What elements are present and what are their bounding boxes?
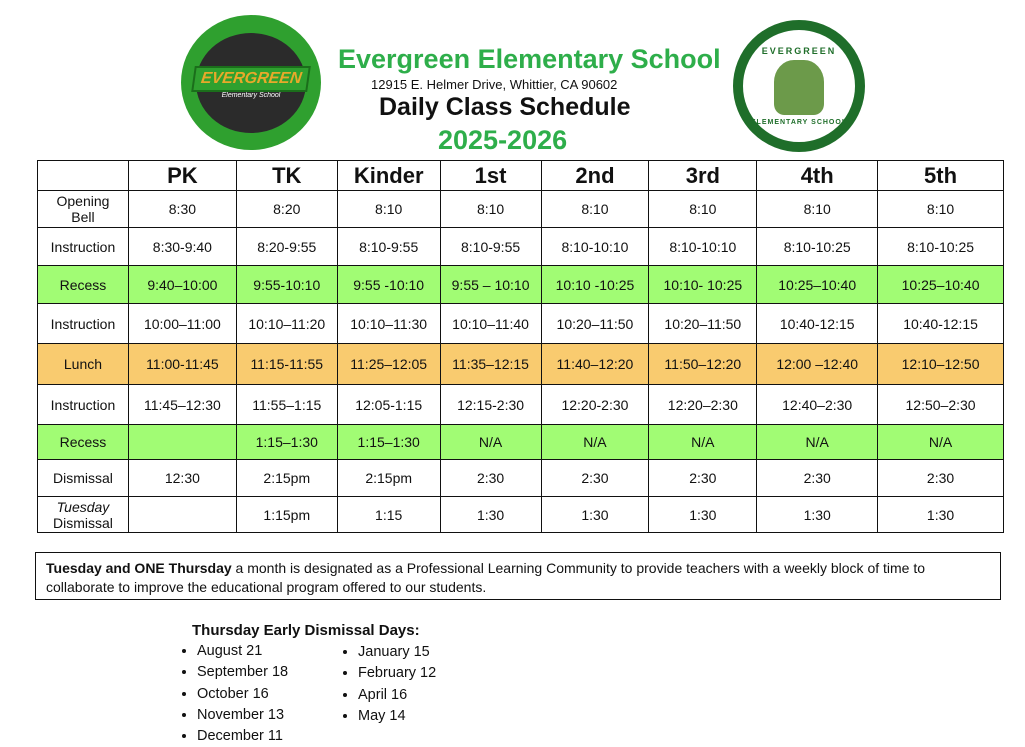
schedule-cell: 2:30 [440,460,541,497]
column-header [38,161,129,191]
schedule-cell: 2:15pm [337,460,440,497]
row-label [38,304,129,344]
page-title: Daily Class Schedule [379,93,631,121]
row-label-text: Recess [59,276,107,293]
row-label [38,266,129,304]
schedule-cell: 8:10-10:10 [541,228,649,266]
row-label-text: Recess [59,434,107,450]
school-name: Evergreen Elementary School [338,44,721,74]
schedule-cell: 8:10 [440,191,541,228]
schedule-cell: 12:00 –12:40 [757,344,878,385]
row-label [38,191,129,228]
schedule-cell: 10:10–11:20 [236,304,337,344]
early-dismissal-date: • November 13 [197,705,288,726]
schedule-cell: 2:15pm [236,460,337,497]
early-dismissal-date: • September 18 [197,662,288,683]
plc-note [35,552,1001,600]
schedule-cell: N/A [541,425,649,460]
schedule-cell: N/A [649,425,757,460]
table-row [38,497,1004,533]
schedule-cell: 8:30-9:40 [128,228,236,266]
schedule-cell: 9:40–10:00 [128,266,236,304]
row-label-text: Dismissal [53,514,113,531]
row-label-text: Dismissal [53,470,113,486]
row-label [38,497,129,533]
row-label-text: Lunch [63,356,103,372]
dragon-mascot-icon [774,60,824,115]
schedule-cell: 2:30 [541,460,649,497]
column-header: 1st [440,161,541,191]
schedule-cell: 11:50–12:20 [649,344,757,385]
early-dismissal-date: • October 16 [197,684,288,705]
schedule-cell: 1:15–1:30 [236,425,337,460]
column-header: 3rd [649,161,757,191]
table-row [38,425,1004,460]
column-header: 2nd [541,161,649,191]
row-label-text: Instruction [50,396,116,413]
schedule-cell: 2:30 [649,460,757,497]
table-row [38,266,1004,304]
early-dismissal-heading: Thursday Early Dismissal Days: [192,622,420,639]
school-address: 12915 E. Helmer Drive, Whittier, CA 90602 [371,77,618,92]
schedule-cell: 2:30 [757,460,878,497]
schedule-cell: 10:10–11:40 [440,304,541,344]
column-header: PK [128,161,236,191]
note-bold: Tuesday and ONE Thursday [46,560,232,576]
schedule-cell: 1:15pm [236,497,337,533]
schedule-cell: 11:15-11:55 [236,344,337,385]
schedule-cell [128,497,236,533]
schedule-cell: 1:30 [541,497,649,533]
schedule-cell: N/A [757,425,878,460]
schedule-cell: 8:10-9:55 [337,228,440,266]
schedule-cell: 10:25–10:40 [757,266,878,304]
schedule-cell: 11:45–12:30 [128,385,236,425]
row-label [38,425,129,460]
school-seal-right [733,20,865,152]
schedule-cell: 10:40-12:15 [878,304,1004,344]
early-dismissal-date: • December 11 [197,726,288,747]
table-row [38,228,1004,266]
schedule-cell: 1:30 [878,497,1004,533]
schedule-cell: 1:30 [440,497,541,533]
schedule-cell: 10:20–11:50 [541,304,649,344]
schedule-cell: 8:10 [649,191,757,228]
schedule-cell: 10:40-12:15 [757,304,878,344]
schedule-cell: 12:30 [128,460,236,497]
logo-subtitle: Elementary School [221,92,281,99]
schedule-cell: 9:55 – 10:10 [440,266,541,304]
seal-bottom-text: ELEMENTARY SCHOOL [750,119,848,126]
schedule-cell: 11:35–12:15 [440,344,541,385]
schedule-cell: 8:20 [236,191,337,228]
schedule-cell: 12:10–12:50 [878,344,1004,385]
table-row [38,304,1004,344]
schedule-cell: 11:55–1:15 [236,385,337,425]
schedule-cell [128,425,236,460]
logo-wordmark: EVERGREEN [191,66,311,92]
schedule-cell: 12:40–2:30 [757,385,878,425]
table-row [38,191,1004,228]
schedule-cell: 8:20-9:55 [236,228,337,266]
schedule-cell: 1:15–1:30 [337,425,440,460]
early-dismissal-list-1 [172,641,288,747]
column-header: TK [236,161,337,191]
schedule-cell: 8:10 [337,191,440,228]
schedule-cell: 2:30 [878,460,1004,497]
row-label-text: Instruction [50,315,116,332]
schedule-cell: 10:10 -10:25 [541,266,649,304]
schedule-cell: 12:05-1:15 [337,385,440,425]
row-label-text: Instruction [50,238,116,255]
early-dismissal-date: • August 21 [197,641,288,662]
schedule-cell: 10:25–10:40 [878,266,1004,304]
schedule-cell: 12:20-2:30 [541,385,649,425]
seal-top-text: EVERGREEN [761,46,837,56]
table-row [38,460,1004,497]
row-label [38,344,129,385]
early-dismissal-date: • January 15 [358,642,436,663]
schedule-cell: N/A [878,425,1004,460]
early-dismissal-date: • May 14 [358,706,436,727]
schedule-cell: 8:10-10:25 [757,228,878,266]
schedule-cell: 10:10–11:30 [337,304,440,344]
schedule-cell: 9:55 -10:10 [337,266,440,304]
schedule-cell: 10:20–11:50 [649,304,757,344]
row-label-text: Opening Bell [56,193,110,225]
schedule-cell: 8:10-9:55 [440,228,541,266]
schedule-cell: 8:10-10:25 [878,228,1004,266]
schedule-cell: 1:30 [757,497,878,533]
column-header: Kinder [337,161,440,191]
schedule-cell: 11:40–12:20 [541,344,649,385]
schedule-cell: 12:50–2:30 [878,385,1004,425]
schedule-cell: 12:15-2:30 [440,385,541,425]
schedule-cell: 8:10 [878,191,1004,228]
header-row [38,161,1004,191]
schedule-cell: 10:10- 10:25 [649,266,757,304]
schedule-cell: 11:00-11:45 [128,344,236,385]
schedule-cell: 8:30 [128,191,236,228]
schedule-cell: 12:20–2:30 [649,385,757,425]
school-logo-left [181,15,321,150]
early-dismissal-date: • February 12 [358,663,436,684]
schedule-cell: 10:00–11:00 [128,304,236,344]
schedule-cell: 8:10 [541,191,649,228]
column-header: 4th [757,161,878,191]
schedule-table [37,160,1004,533]
schedule-cell: 8:10-10:10 [649,228,757,266]
row-label [38,228,129,266]
table-row [38,385,1004,425]
note-text: a month is designated as a Professional Learning Community to provide teachers with a weekly block of time to collaborate to improve the educational program offered to our students. [46,560,926,595]
schedule-cell: 11:25–12:05 [337,344,440,385]
schedule-cell: 1:15 [337,497,440,533]
row-label [38,385,129,425]
column-header: 5th [878,161,1004,191]
schedule-cell: N/A [440,425,541,460]
school-year: 2025-2026 [438,125,568,155]
table-row [38,344,1004,385]
schedule-cell: 8:10 [757,191,878,228]
schedule-cell: 9:55-10:10 [236,266,337,304]
schedule-cell: 1:30 [649,497,757,533]
early-dismissal-list-2 [333,642,436,727]
row-label [38,460,129,497]
row-label-italic: Tuesday [56,498,110,515]
early-dismissal-date: • April 16 [358,685,436,706]
